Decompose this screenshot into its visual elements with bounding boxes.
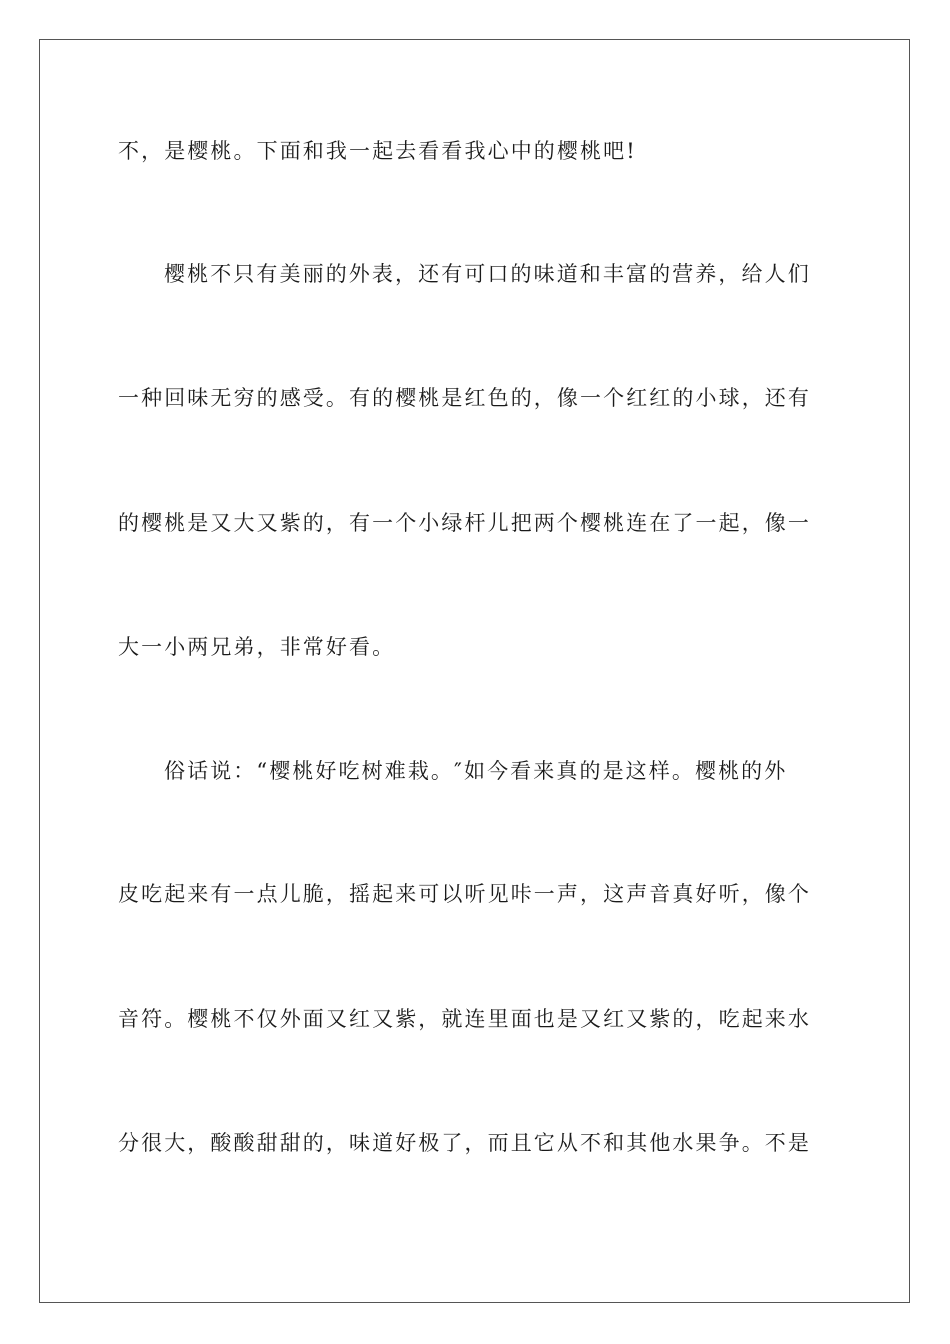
paragraph-2-line-3: 的樱桃是又大又紫的，有一个小绿杆儿把两个樱桃连在了一起，像一 bbox=[118, 511, 811, 535]
paragraph-2-line-4: 大一小两兄弟，非常好看。 bbox=[118, 635, 396, 659]
page-border bbox=[39, 39, 910, 1303]
paragraph-2-line-1: 樱桃不只有美丽的外表，还有可口的味道和丰富的营养，给人们 bbox=[164, 262, 811, 286]
paragraph-3-line-3: 音符。樱桃不仅外面又红又紫，就连里面也是又红又紫的，吃起来水 bbox=[118, 1007, 811, 1031]
paragraph-3-line-1: 俗话说：“樱桃好吃树难栽。″如今看来真的是这样。樱桃的外 bbox=[164, 759, 788, 783]
paragraph-2-line-2: 一种回味无穷的感受。有的樱桃是红色的，像一个红红的小球，还有 bbox=[118, 386, 811, 410]
text-line-1: 不，是樱桃。下面和我一起去看看我心中的樱桃吧! bbox=[118, 139, 637, 163]
paragraph-3-line-4: 分很大，酸酸甜甜的，味道好极了，而且它从不和其他水果争。不是 bbox=[118, 1131, 811, 1155]
paragraph-3-line-2: 皮吃起来有一点儿脆，摇起来可以听见咔一声，这声音真好听，像个 bbox=[118, 882, 811, 906]
